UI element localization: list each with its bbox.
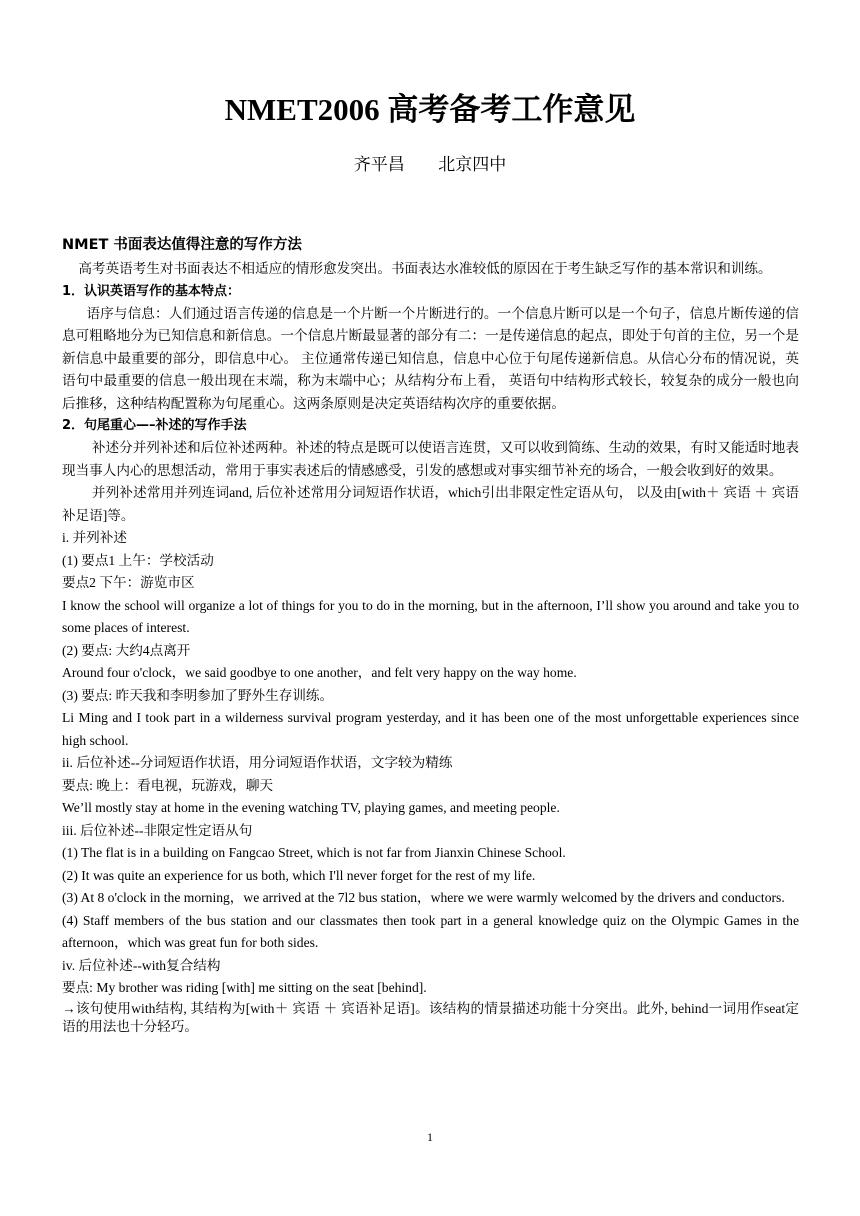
example-sentence: Li Ming and I took part in a wilderness survival program yesterday, and it has been one of the most unforgettable experiences since high school. <box>62 710 799 748</box>
page-number: 1 <box>427 1130 433 1144</box>
list-item: (2) 要点: 大约4点离开 <box>62 642 191 658</box>
list-item: iii. 后位补述--非限定性定语从句 <box>62 822 253 838</box>
intro-paragraph: 高考英语考生对书面表达不相适应的情形愈发突出。书面表达水准较低的原因在于考生缺乏写作的基本常识和训练。 <box>78 261 772 276</box>
list-item: (1) 要点1 上午：学校活动 <box>62 552 214 568</box>
document-title: NMET2006 高考备考工作意见 <box>224 92 636 127</box>
list-item: 要点2 下午：游览市区 <box>62 575 195 590</box>
heading-1: 1．认识英语写作的基本特点： <box>62 283 241 299</box>
example-sentence: 要点: My brother was riding [with] me sitting on the seat [behind]. <box>62 980 427 995</box>
list-item: i. 并列补述 <box>62 530 127 545</box>
list-item: iv. 后位补述--with复合结构 <box>62 957 221 973</box>
explanation-note: →该句使用with结构, 其结构为[with＋ 宾语 ＋ 宾语补足语]。该结构的情景描述功能十分突出。此外, behind一词用作seat定语的用法也十分轻巧。 <box>62 1000 799 1034</box>
list-item: (3) 要点: 昨天我和李明参加了野外生存训练。 <box>62 687 334 703</box>
paragraph-3: 并列补述常用并列连词and, 后位补述常用分词短语作状语，which引出非限定性定语从句， 以及由[with＋ 宾语 ＋ 宾语补足语]等。 <box>62 485 799 523</box>
section-heading: NMET 书面表达值得注意的写作方法 <box>62 237 302 253</box>
document-body <box>62 232 799 1036</box>
example-sentence: (2) It was quite an experience for us both, which I'll never forget for the rest of my life. <box>62 867 536 883</box>
example-sentence: We’ll mostly stay at home in the evening watching TV, playing games, and meeting people. <box>62 800 560 815</box>
author-line: 齐平昌 北京四中 <box>353 155 507 175</box>
example-sentence: (1) The flat is in a building on Fangcao Street, which is not far from Jianxin Chinese School. <box>62 845 566 860</box>
example-sentence: Around four o'clock，we said goodbye to one another，and felt very happy on the way home. <box>62 665 577 680</box>
paragraph-2: 补述分并列补述和后位补述两种。补述的特点是既可以使语言连贯，又可以收到简练、生动的效果，有时又能适时地表现当事人内心的思想活动，常用于事实表述后的情感感受，引发的感想或对事实细节补充的场合，一般会收到好的效果。 <box>62 440 799 478</box>
heading-2: 2．句尾重心—–补述的写作手法 <box>62 418 247 433</box>
list-item: ii. 后位补述--分词短语作状语，用分词短语作状语，文字较为精练 <box>62 755 453 770</box>
example-sentence: (3) At 8 o'clock in the morning，we arrived at the 7l2 bus station，where we were warmly welcomed by the drivers and conductors. <box>62 890 785 905</box>
example-sentence: (4) Staff members of the bus station and our classmates then took part in a general knowledge quiz on the Olympic Games in the afternoon，which was great fun for both sides. <box>62 912 799 950</box>
example-sentence: I know the school will organize a lot of things for you to do in the morning, but in the afternoon, I’ll show you around and take you to some places of interest. <box>62 597 799 635</box>
paragraph-1: 语序与信息：人们通过语言传递的信息是一个片断一个片断进行的。一个信息片断可以是一个句子，信息片断传递的信息可粗略地分为已知信息和新信息。一个信息片断最显著的部分有二：一是传递信息的起点，即处于句首的主位，另一个是新信息中最重要的部分，即信息中心。 主位通常传递已知信息，信息中心位于句尾传递新信息。从信心分布的情况说，英语句中最重要的信息一般出现在末端，称为末端中心；从结构分布上看， 英语句中结构形式较长，较复杂的成分一般也向后推移，这种结构配置称为句尾重心。这两条原则是决定英语结构次序的重要依据。 <box>62 305 799 411</box>
list-item: 要点: 晚上：看电视，玩游戏，聊天 <box>62 777 274 793</box>
